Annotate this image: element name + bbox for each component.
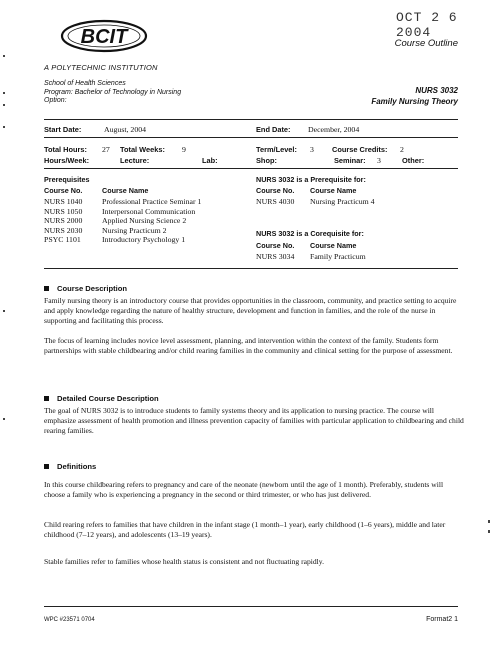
prereq-course-no: NURS 2000 (44, 216, 83, 226)
seminar-label: Seminar: (334, 156, 366, 165)
course-credits-value: 2 (400, 145, 404, 154)
seminar-value: 3 (377, 156, 381, 165)
prereq-col-course-no: Course No. (44, 186, 83, 195)
start-date-value: August, 2004 (104, 125, 147, 134)
course-credits-label: Course Credits: (332, 145, 388, 154)
prerequisite-for-heading: NURS 3032 is a Prerequisite for: (256, 175, 366, 184)
prereq-course-no: NURS 2030 (44, 225, 83, 235)
coreq-col-course-name: Course Name (310, 241, 357, 250)
prereq-course-no: NURS 1050 (44, 206, 83, 216)
course-description-paragraph: The focus of learning includes novice level assessment, planning, and intervention within the context of the family. Students form partnerships with stable childbearing and/or child rearing families in the community and clinical setting for the purpose of assessment. (44, 336, 453, 356)
scan-mark (3, 126, 5, 128)
definitions-paragraph: Child rearing refers to families that have children in the infant stage (1 month–1 year), early childhood (1–6 years), middle and later childhood (7–12 years), and adolescents (13–19 years). (44, 520, 446, 540)
lecture-label: Lecture: (120, 156, 150, 165)
scan-mark (3, 418, 5, 420)
bcit-logo-mark (58, 14, 150, 62)
received-date-stamp: OCT 2 6 2004 (396, 10, 458, 40)
school-name: School of Health Sciences (44, 80, 126, 87)
end-date-label: End Date: (256, 125, 291, 134)
total-hours-label: Total Hours: (44, 145, 87, 154)
section-title: Course Description (57, 284, 128, 293)
course-description-paragraph: Family nursing theory is an introductory course that provides opportunities in the classroom, community, and practice setting to acquire and apply knowledge regarding the nature of healthy structure, development and function in families, and the role of the nurse in supporting and facilitating this process. (44, 296, 457, 326)
scan-mark (3, 92, 5, 94)
program-option: Option: (44, 97, 67, 105)
prereq-course-name: Interpersonal Communication (102, 206, 196, 216)
lab-label: Lab: (202, 156, 218, 165)
document-type: Course Outline (394, 38, 458, 49)
other-label: Other: (402, 156, 425, 165)
definitions-heading (44, 462, 96, 471)
divider (44, 137, 458, 138)
total-weeks-value: 9 (182, 145, 186, 154)
divider (44, 268, 458, 269)
section-title: Detailed Course Description (57, 394, 159, 403)
prereq-course-name: Nursing Practicum 2 (102, 225, 167, 235)
prereq-course-no: PSYC 1101 (44, 235, 81, 245)
prereq-for-col-course-no: Course No. (256, 186, 295, 195)
start-date-label: Start Date: (44, 125, 82, 134)
prereq-course-no: NURS 1040 (44, 197, 83, 206)
form-number: WPC #23571 0704 (44, 617, 95, 623)
prereq-course-name: Applied Nursing Science 2 (102, 216, 187, 226)
page-number: Format2 1 (426, 616, 458, 623)
prereq-course-name: Professional Practice Seminar 1 (102, 197, 202, 206)
term-level-label: Term/Level: (256, 145, 297, 154)
definitions-paragraph: In this course childbearing refers to pregnancy and care of the neonate (newborn until the age of 1 month). Preferably, students will choose a family who is experiencing a pregnancy in the second or third trimester, or who has just delivered. (44, 480, 444, 500)
scan-mark (488, 530, 490, 533)
svg-text:BCIT: BCIT (80, 26, 128, 48)
prereq-for-col-course-name: Course Name (310, 186, 357, 195)
coreq-col-course-no: Course No. (256, 241, 295, 250)
section-bullet-icon (44, 286, 49, 291)
hours-week-label: Hours/Week: (44, 156, 90, 165)
end-date-value: December, 2004 (308, 125, 360, 134)
coreq-course-no: NURS 3034 (256, 252, 295, 261)
school-program-block (44, 80, 181, 106)
detailed-description-paragraph: The goal of NURS 3032 is to introduce students to family systems theory and its application to nursing practice. The course will emphasize assessment of health promotion and illness prevention capacity of families with particular application to childbearing and child rearing families. (44, 406, 464, 436)
prerequisites-heading: Prerequisites (44, 175, 90, 184)
scan-mark (3, 310, 5, 312)
prereq-for-course-name: Nursing Practicum 4 (310, 197, 375, 206)
section-bullet-icon (44, 464, 49, 469)
section-bullet-icon (44, 396, 49, 401)
scan-mark (3, 55, 5, 57)
divider (44, 119, 458, 120)
prereq-for-course-no: NURS 4030 (256, 197, 295, 206)
coreq-course-name: Family Practicum (310, 252, 366, 261)
prereq-col-course-name: Course Name (102, 186, 149, 195)
prereq-course-name: Introductory Psychology 1 (102, 235, 186, 245)
course-title-block (371, 85, 458, 107)
corequisite-for-heading: NURS 3032 is a Corequisite for: (256, 229, 364, 238)
definitions-paragraph: Stable families refer to families whose health status is consistent and not fluctuating rapidly. (44, 557, 324, 566)
total-weeks-label: Total Weeks: (120, 145, 165, 154)
divider (44, 168, 458, 169)
prereq-course-names (102, 197, 201, 245)
institution-tagline: A POLYTECHNIC INSTITUTION (44, 63, 158, 72)
footer-divider (44, 606, 458, 607)
detailed-description-heading (44, 394, 159, 403)
prereq-course-numbers (44, 197, 82, 245)
scan-mark (3, 104, 5, 106)
shop-label: Shop: (256, 156, 277, 165)
course-description-heading (44, 284, 127, 293)
scan-mark (488, 520, 490, 523)
term-level-value: 3 (310, 145, 314, 154)
course-name: Family Nursing Theory (371, 97, 458, 106)
total-hours-value: 27 (102, 145, 110, 154)
program-name: Program: Bachelor of Technology in Nursing (44, 88, 182, 96)
bcit-logo (58, 14, 150, 62)
section-title: Definitions (57, 462, 97, 471)
course-code: NURS 3032 (415, 86, 458, 95)
